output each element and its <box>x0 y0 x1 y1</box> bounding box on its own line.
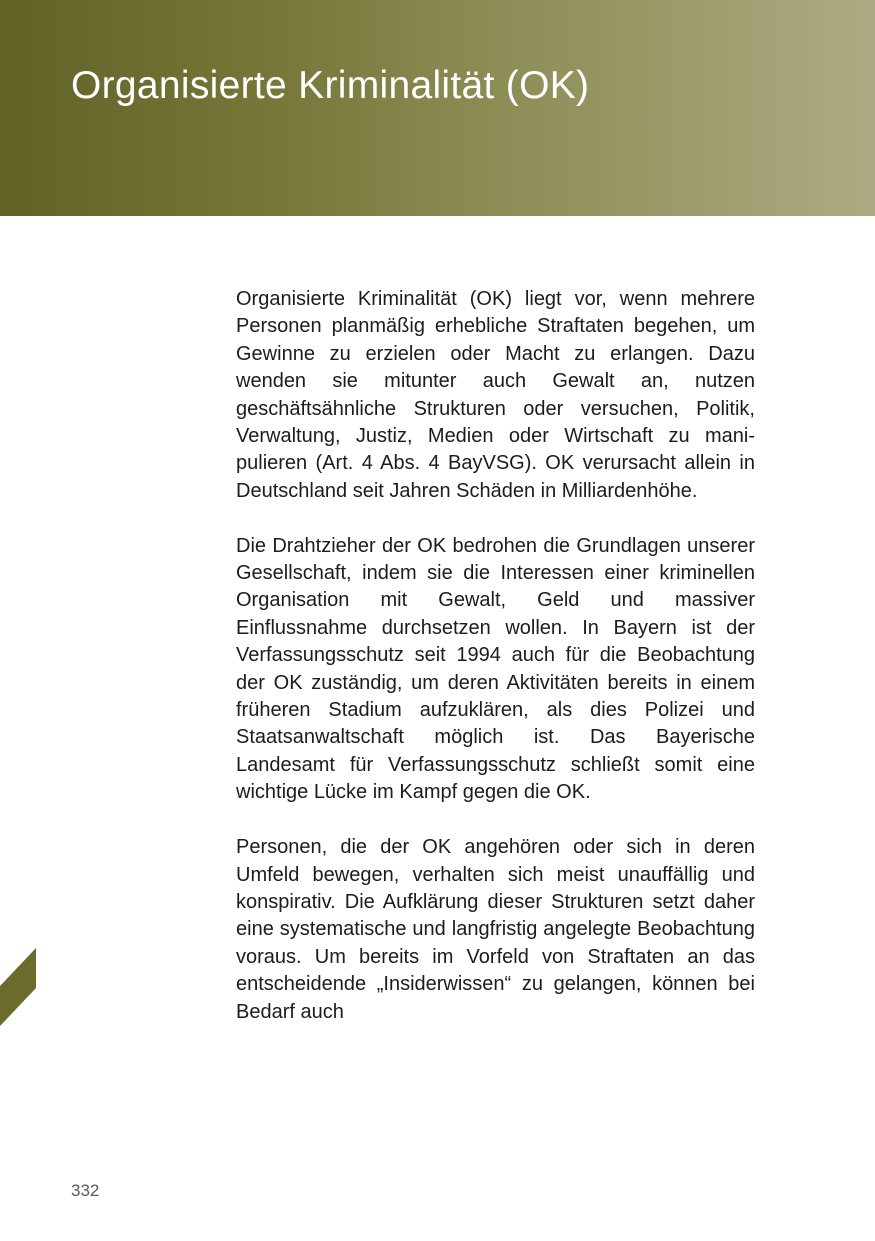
paragraph-1: Organisierte Kriminalität (OK) liegt vor, wenn mehrere Personen planmäßig erhebliche Straftaten begehen, um Gewinne zu erzielen oder Macht zu erlangen. Dazu wenden sie mitunter auch Gewalt an, nutzen geschäftsähnliche Strukturen oder versuchen, Politik, Verwaltung, Justiz, Medien oder Wirtschaft zu manipulieren (Art. 4 Abs. 4 BayVSG). OK verursacht allein in Deutschland seit Jahren Schäden in Milliardenhöhe. <box>236 288 755 502</box>
paragraph-3: Personen, die der OK angehören oder sich in deren Umfeld bewegen, verhalten sich meist unauffällig und konspirativ. Die Aufklärung dieser Strukturen setzt daher eine systematische und langfristig angelegte Beobachtung voraus. Um bereits im Vorfeld von Straftaten an das entscheidende „Insiderwissen“ zu gelangen, können bei Bedarf auch <box>236 836 755 1023</box>
body-text <box>236 286 755 1026</box>
side-mark-decoration <box>0 948 36 1026</box>
paragraph-2: Die Drahtzieher der OK bedrohen die Grundlagen unserer Gesellschaft, indem sie die Interessen einer kriminellen Organisation mit Gewalt, Geld und massiver Einflussnahme durchsetzen wollen. In Bayern ist der Verfassungsschutz seit 1994 auch für die Beobachtung der OK zuständig, um deren Aktivitäten bereits in einem früheren Stadium aufzuklären, als dies Polizei und Staatsanwaltschaft möglich ist. Das Bayerische Landesamt für Verfassungsschutz schließt somit eine wichtige Lücke im Kampf gegen die OK. <box>236 534 755 804</box>
side-mark-shape <box>0 948 36 1026</box>
page-title: Organisierte Kriminalität (OK) <box>71 64 590 107</box>
page-number: 332 <box>71 1181 100 1200</box>
header-band <box>0 0 875 216</box>
